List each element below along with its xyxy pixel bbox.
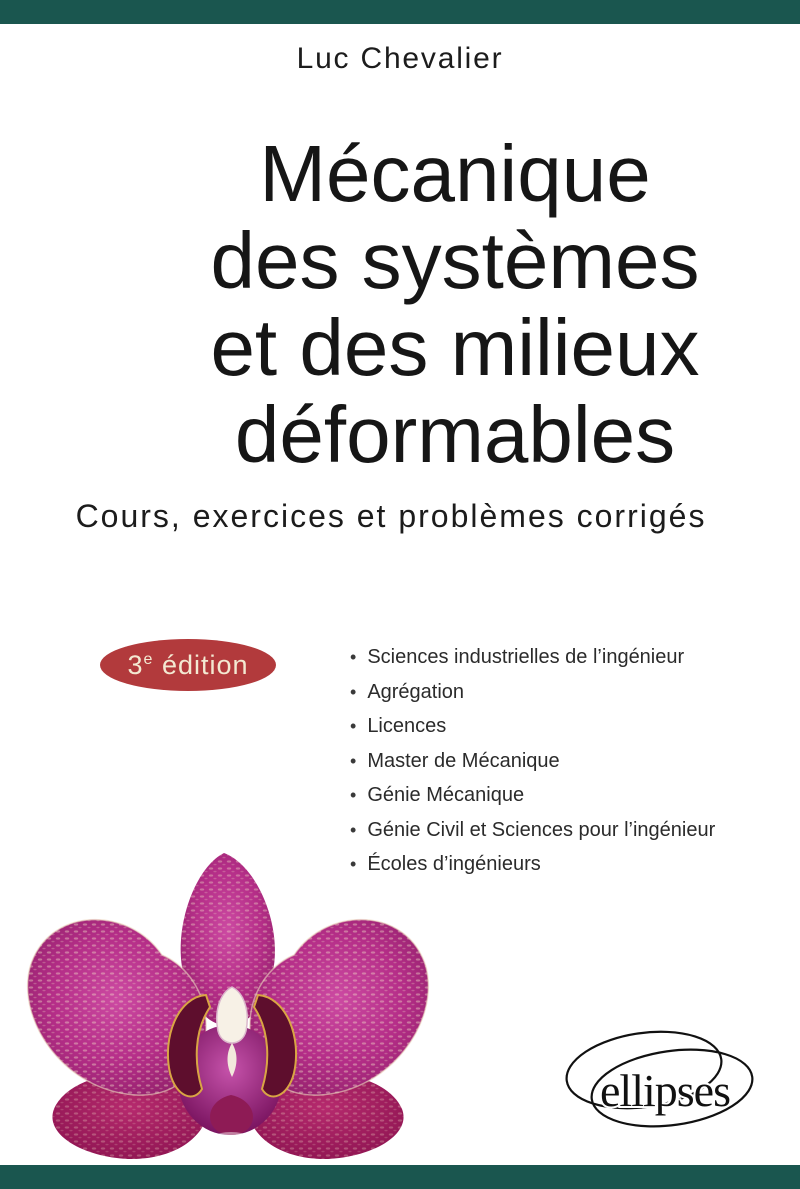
book-title	[110, 130, 800, 478]
bullet-icon: •	[350, 681, 357, 702]
ellipses-logo	[548, 1018, 768, 1138]
publisher-name: ellipses	[600, 1065, 730, 1116]
list-item-label: Master de Mécanique	[367, 749, 560, 772]
list-item-label: Génie Mécanique	[367, 784, 525, 806]
title-line-1: Mécanique	[259, 129, 651, 218]
list-item	[350, 778, 715, 813]
list-item-label: Génie Civil et Sciences pour l’ingénieur	[367, 818, 716, 841]
list-item-label: Écoles d’ingénieurs	[367, 853, 541, 875]
title-line-3: et des milieux	[210, 303, 700, 392]
list-item	[350, 709, 715, 744]
bullet-icon: •	[350, 819, 357, 840]
author-name: Luc Chevalier	[296, 42, 504, 75]
title-line-2: des systèmes	[210, 216, 700, 305]
list-item	[350, 744, 715, 779]
list-item-label: Licences	[367, 715, 447, 737]
edition-badge	[100, 639, 276, 691]
list-item	[350, 675, 715, 710]
top-color-band	[0, 0, 800, 24]
edition-badge-label: 3e édition	[127, 649, 249, 680]
list-item	[350, 813, 715, 848]
bullet-icon: •	[350, 647, 357, 667]
bullet-icon: •	[350, 854, 357, 874]
orchid-image	[10, 845, 445, 1170]
title-line-4: déformables	[234, 390, 676, 479]
bullet-icon: •	[350, 750, 357, 771]
list-item-label: Agrégation	[367, 680, 465, 703]
bullet-icon: •	[350, 716, 357, 736]
list-item	[350, 640, 715, 675]
book-subtitle: Cours, exercices et problèmes corrigés	[75, 498, 707, 534]
list-item-label: Sciences industrielles de l’ingénieur	[367, 646, 685, 668]
bullet-icon: •	[350, 785, 357, 805]
bottom-color-band	[0, 1165, 800, 1189]
